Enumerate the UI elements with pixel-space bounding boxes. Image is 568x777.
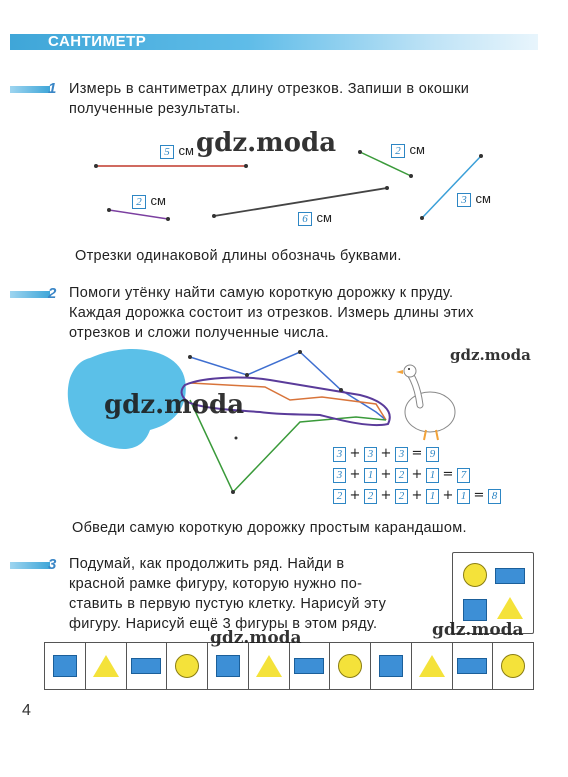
- task-2-text-line-1: Помоги утёнку найти самую короткую дорожку к пруду.: [69, 285, 454, 301]
- sequence-cell[interactable]: [167, 643, 208, 689]
- equals-sign: =: [411, 446, 423, 461]
- equals-sign: =: [442, 467, 454, 482]
- page-title: САНТИМЕТР: [48, 33, 147, 50]
- segment-c: [109, 210, 168, 219]
- equation-1: [333, 446, 439, 462]
- triangle-shape: [419, 655, 445, 677]
- watermark: gdz.moda: [210, 628, 302, 648]
- equation-3: [333, 488, 501, 504]
- length-label-5: [457, 190, 491, 208]
- eq-box[interactable]: 1: [364, 468, 377, 483]
- plus-sign: +: [349, 488, 361, 503]
- square-shape: [216, 655, 240, 677]
- length-box[interactable]: 3: [457, 193, 471, 207]
- plus-sign: +: [380, 467, 392, 482]
- plus-sign: +: [349, 467, 361, 482]
- triangle-shape: [93, 655, 119, 677]
- watermark: gdz.moda: [432, 620, 524, 640]
- eq-box[interactable]: 2: [395, 489, 408, 504]
- rectangle-shape: [131, 658, 161, 674]
- equals-sign: =: [473, 488, 485, 503]
- length-label-2: [391, 141, 425, 159]
- task-1-text-line-1: Измерь в сантиметрах длину отрезков. Запиши в окошки: [69, 81, 470, 97]
- unit-cm: см: [409, 142, 425, 157]
- task-2-number: 2: [48, 285, 57, 302]
- task-3-text-line-3: ставить в первую пустую клетку. Нарисуй эту: [69, 596, 387, 612]
- sequence-cell[interactable]: [249, 643, 290, 689]
- eq-box[interactable]: 1: [457, 489, 470, 504]
- task-3-text-line-4: фигуру. Нарисуй ещё 3 фигуры в этом ряду.: [69, 616, 378, 632]
- rectangle-shape: [457, 658, 487, 674]
- task-1-text: [69, 79, 539, 119]
- task-2-footer: Обведи самую короткую дорожку простым карандашом.: [72, 520, 467, 536]
- eq-result-box[interactable]: 7: [457, 468, 470, 483]
- duck: [396, 365, 455, 440]
- circle-shape[interactable]: [463, 563, 487, 587]
- segment-e: [422, 156, 481, 218]
- task-2-text: [69, 283, 539, 343]
- sequence-cell[interactable]: [127, 643, 168, 689]
- eq-result-box[interactable]: 9: [426, 447, 439, 462]
- unit-cm: см: [150, 193, 166, 208]
- sequence-cell[interactable]: [493, 643, 533, 689]
- watermark: gdz.moda: [196, 128, 337, 158]
- eq-box[interactable]: 1: [426, 468, 439, 483]
- length-box[interactable]: 2: [132, 195, 146, 209]
- task-3-text: [69, 554, 439, 634]
- task-3-marker: [10, 562, 50, 569]
- eq-box[interactable]: 2: [333, 489, 346, 504]
- task-3-text-line-2: красной рамке фигуру, которую нужно по-: [69, 576, 363, 592]
- circle-shape: [175, 654, 199, 678]
- plus-sign: +: [380, 488, 392, 503]
- eq-result-box[interactable]: 8: [488, 489, 501, 504]
- sequence-cell[interactable]: [86, 643, 127, 689]
- triangle-shape: [256, 655, 282, 677]
- plus-sign: +: [349, 446, 361, 461]
- sequence-cell[interactable]: [330, 643, 371, 689]
- eq-box[interactable]: 3: [333, 447, 346, 462]
- eq-box[interactable]: 2: [364, 489, 377, 504]
- unit-cm: см: [475, 191, 491, 206]
- watermark: gdz.moda: [450, 346, 531, 364]
- eq-box[interactable]: 3: [333, 468, 346, 483]
- page-number: 4: [22, 702, 31, 719]
- task-1-number: 1: [48, 80, 57, 97]
- eq-box[interactable]: 2: [395, 468, 408, 483]
- paths-figure: [0, 340, 568, 510]
- square-shape: [379, 655, 403, 677]
- sequence-cell[interactable]: [412, 643, 453, 689]
- task-3-text-line-1: Подумай, как продолжить ряд. Найди в: [69, 556, 345, 572]
- unit-cm: см: [178, 143, 194, 158]
- eq-box[interactable]: 3: [364, 447, 377, 462]
- sequence-cell[interactable]: [208, 643, 249, 689]
- circle-shape: [501, 654, 525, 678]
- task-3-number: 3: [48, 556, 57, 573]
- square-shape[interactable]: [463, 599, 487, 621]
- equation-2: [333, 467, 470, 483]
- triangle-shape[interactable]: [497, 597, 523, 619]
- task-1-footer: Отрезки одинаковой длины обозначь буквами.: [75, 248, 402, 264]
- plus-sign: +: [411, 488, 423, 503]
- length-box[interactable]: 6: [298, 212, 312, 226]
- length-box[interactable]: 2: [391, 144, 405, 158]
- plus-sign: +: [442, 488, 454, 503]
- square-shape: [53, 655, 77, 677]
- plus-sign: +: [380, 446, 392, 461]
- rectangle-shape[interactable]: [495, 568, 525, 584]
- unit-cm: см: [316, 210, 332, 225]
- rectangle-shape: [294, 658, 324, 674]
- sequence-cell[interactable]: [290, 643, 331, 689]
- sequence-cell[interactable]: [371, 643, 412, 689]
- task-1-marker: [10, 86, 50, 93]
- length-box[interactable]: 5: [160, 145, 174, 159]
- sequence-cell[interactable]: [453, 643, 494, 689]
- length-label-3: [132, 192, 166, 210]
- length-label-4: [298, 209, 332, 227]
- task-1-text-line-2: полученные результаты.: [69, 101, 241, 117]
- task-2-text-line-2: Каждая дорожка состоит из отрезков. Измерь длины этих: [69, 305, 474, 321]
- length-label-1: [160, 142, 194, 160]
- shape-sequence-row: [44, 642, 534, 690]
- sequence-cell[interactable]: [45, 643, 86, 689]
- watermark: gdz.moda: [104, 390, 245, 420]
- task-2-text-line-3: отрезков и сложи полученные числа.: [69, 325, 329, 341]
- plus-sign: +: [411, 467, 423, 482]
- circle-shape: [338, 654, 362, 678]
- eq-box[interactable]: 3: [395, 447, 408, 462]
- task-2-marker: [10, 291, 50, 298]
- eq-box[interactable]: 1: [426, 489, 439, 504]
